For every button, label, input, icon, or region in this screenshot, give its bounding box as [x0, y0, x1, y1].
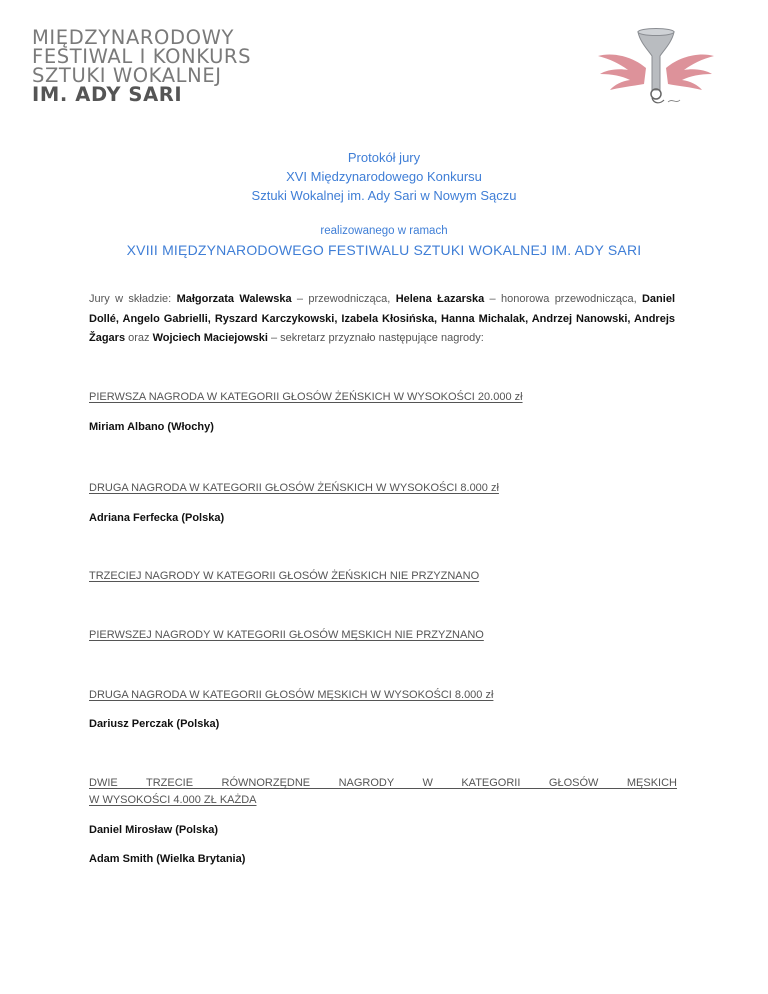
festival-logo-text	[32, 28, 251, 104]
award-heading-6-line-2: W WYSOKOŚCI 4.000 ZŁ KAŻDA	[89, 794, 257, 806]
jury-members-names: Daniel Dollé, Angelo Gabrielli, Ryszard Karczykowski, Izabela Kłosińska, Hanna Michalak, Andrzej Nanowski, Andrejs Žagars	[89, 293, 675, 344]
jury-secretary-name: Wojciech Maciejowski	[152, 332, 268, 344]
jury-chair-name: Małgorzata Walewska	[176, 293, 292, 305]
winner-6b: Adam Smith (Wielka Brytania)	[89, 853, 246, 865]
winner-5: Dariusz Perczak (Polska)	[89, 718, 220, 730]
title-line-1: Protokół jury	[347, 150, 421, 165]
intro-text: – honorowa przewodnicząca,	[484, 293, 642, 305]
award-heading-2: DRUGA NAGRODA W KATEGORII GŁOSÓW ŻEŃSKICH W WYSOKOŚCI 8.000 zł	[89, 482, 499, 494]
intro-text: – sekretarz przyznało następujące nagrody:	[267, 332, 484, 344]
title-line-2: XVI Międzynarodowego Konkursu	[286, 169, 482, 184]
winner-6a: Daniel Mirosław (Polska)	[89, 824, 218, 836]
logo-line-4: IM. ADY SARI	[32, 83, 183, 106]
winner-2: Adriana Ferfecka (Polska)	[89, 512, 225, 524]
festival-title: XVIII MIĘDZYNARODOWEGO FESTIWALU SZTUKI WOKALNEJ IM. ADY SARI	[126, 242, 642, 258]
protocol-title	[0, 148, 768, 205]
award-heading-6-line-1: DWIE TRZECIE RÓWNORZĘDNE NAGRODY W KATEGORII GŁOSÓW MĘSKICH	[89, 777, 677, 789]
winner-1: Miriam Albano (Włochy)	[89, 421, 214, 433]
intro-text: – przewodnicząca,	[291, 293, 396, 305]
logo-line-1: MIĘDZYNARODOWY	[32, 26, 234, 49]
logo-line-3: SZTUKI WOKALNEJ	[32, 64, 222, 87]
jury-composition-paragraph	[89, 290, 675, 349]
logo-line-2: FESTIWAL I KONKURS	[32, 45, 252, 68]
title-line-3: Sztuki Wokalnej im. Ady Sari w Nowym Sączu	[251, 188, 517, 203]
award-heading-5: DRUGA NAGRODA W KATEGORII GŁOSÓW MĘSKICH W WYSOKOŚCI 8.000 zł	[89, 689, 494, 701]
award-heading-3: TRZECIEJ NAGRODY W KATEGORII GŁOSÓW ŻEŃSKICH NIE PRZYZNANO	[89, 570, 480, 582]
award-heading-4: PIERWSZEJ NAGRODY W KATEGORII GŁOSÓW MĘSKICH NIE PRZYZNANO	[89, 629, 484, 641]
intro-text: Jury w składzie:	[89, 293, 177, 305]
intro-text: oraz	[125, 332, 153, 344]
winged-gramophone-emblem-icon	[594, 26, 718, 112]
title-line-4: realizowanego w ramach	[320, 225, 448, 237]
jury-honorary-chair-name: Helena Łazarska	[395, 293, 485, 305]
award-heading-1: PIERWSZA NAGRODA W KATEGORII GŁOSÓW ŻEŃSKICH W WYSOKOŚCI 20.000 zł	[89, 391, 523, 403]
